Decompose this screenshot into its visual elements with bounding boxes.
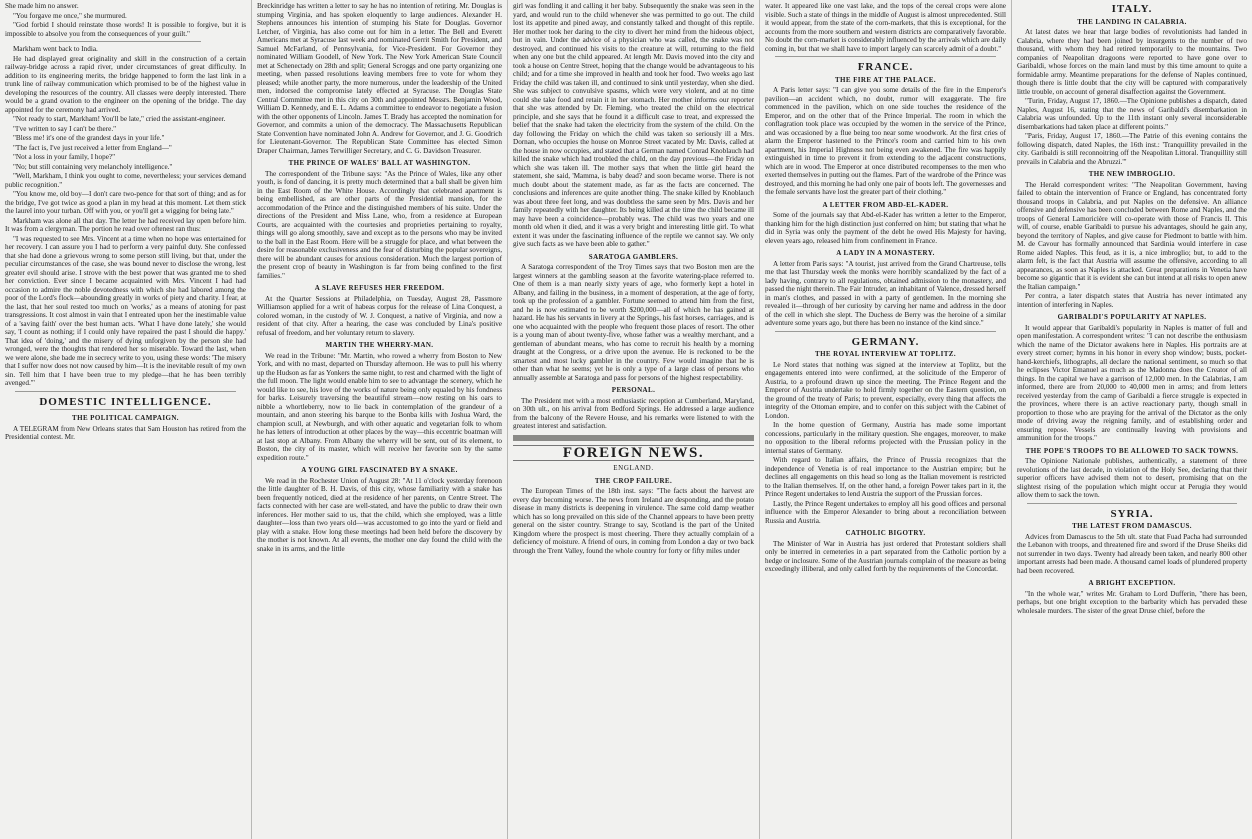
article-paragraph: Per contra, a later dispatch states that Austria has never intimated any intention of interfering in Naples. [1017, 292, 1247, 309]
article-paragraph: water. It appeared like one vast lake, and the tops of the cereal crops were alone visible. Such a state of things in the middle of August is almost unprecedented. Still it would appear, from the state of the corn-markets, that this is exceptional, for the accounts from the more southern and western districts are comparatively favorable. No doubt the corn-market is considerably influenced by the arrivals which are daily coming in, but that we shall have to import largely can scarcely admit of a doubt." [765, 2, 1006, 53]
article-paragraph: Le Nord states that nothing was signed at the interview at Toplitz, but the engagements entered into were confirmed, at the solicitude of the Emperor of Austria, to a profound drawn up since the meeting. The Prince Regent and the Emperor of Austria undertake to hold firmly together on the Eastern question, on the ground of the treaty of Paris; to prevent, especially, every thing that affects the integrity of the Ottoman empire, and to confer on this subject with the Cabinet of London. [765, 360, 1006, 420]
article-paragraph: At the Quarter Sessions at Philadelphia, on Tuesday, August 28, Passmore Williamson applied for a writ of habeas corpus for the release of Lina Conquest, a colored woman, in the custody of W. J. Conquest, a native of Virginia, and now a resident of that city. After a hearing, the case was concluded by Lina's positive refusal of freedom, and her voluntary return to slavery. [257, 294, 502, 337]
article-heading: SARATOGA GAMBLERS. [588, 252, 679, 261]
article-heading: CATHOLIC BIGOTRY. [845, 529, 926, 537]
section-heading-domestic: DOMESTIC INTELLIGENCE. [39, 395, 212, 408]
article-paragraph: Breckinridge has written a letter to say he has no intention of retiring. Mr. Douglas is stumping Virginia, and has spoken eloquently to large audiences. Alexander H. Stephens announces his intention of stumping his State for Douglas. Governor Letcher, of Virginia, has also come out for him in a letter. The Bell and Everett Americans met at Syracuse last week and nominated Gerrit Smith for President, and Samuel McFarland, of Pennsylvania, for Vice-President. For Governor they nominated William Goodell, of New York. The New York American State Council met at Schenectady on 28th and split; General Scroggs and one party organizing one meeting, when passed resolutions leaving members free to vote for whom they pleased; while another party, the more numerous, under the leadership of the United men, indorsed the compromise lately effected at Syracuse. The Douglas State Central Committee met in this city on 30th and appointed Messrs. Benjamin Wood, William D. Kennedy, and E. L. Adams a committee to endeavor to negotiate a fusion with the other opponents of Lincoln. James T. Brady has accepted the nomination for Governor, and commits a union of the democracy. The Massachusetts Republican State Convention have nominated John A. Andrew for Governor, and J. G. Goodrich for Lieutenant-Governor. The Republican State Committee has elected Simon Draper Chairman, James Terwilliger Secretary, and C. G. Davidson Treasurer. [257, 2, 502, 155]
article-paragraph: At latest dates we hear that large bodies of revolutionists had landed in Calabria, where they had been joined by insurgents to the number of two thousand, with whom they had retired temporarily to the mountains. Two companies of Neapolitan dragoons were reported to have gone over to Garibaldi, whose forces on the main land must by this time amount to quite a formidable army. Meantime preparations for the defense of Naples continued, though there is little doubt that the city will be captured with comparatively little trouble, on account of general disaffection against the Government. [1017, 28, 1247, 96]
column-2 [252, 0, 508, 839]
country-heading: ITALY. [1111, 3, 1153, 15]
story-paragraph: Markham was alone all that day. The letter he had received lay open before him. It was from a clergyman. The portion he read over oftenest ran thus: [5, 216, 246, 233]
column-3 [508, 0, 760, 839]
story-paragraph: "Not a loss in your family, I hope?" [13, 153, 116, 161]
article-paragraph: It would appear that Garibaldi's popularity in Naples is matter of full and open manifestation. A correspondent writes: "I can not describe the enthusiasm which the name of the Dictator awakens here in Naples. His portraits are at every street corner; hymns in his honor in every shop window; busts, pocket-hand-kerchiefs, lithographs, all declare the national sentiment, so much so that he eclipses Victor Emanuel as much as the Madonna does the Creator of all things. In the capital we have a garrison of 12,000 men. In the Calabrias, I am informed, there are from 20,000 to 40,000 men in arms; and from letters received yesterday from the camp of Garibaldi a fierce struggle is expected in the provinces, where there is an active reactionary party, though small in proportion to those who are praying for the arrival of the Dictator as the only mode of driving away the reigning family, and of establishing order and ensuring repose. Vessels are continually leaving with provisions and ammunition for the troops." [1017, 323, 1247, 442]
divider [775, 56, 996, 57]
story-paragraph: Markham went back to India. [13, 45, 98, 53]
article-paragraph: The Opinione Nationale publishes, authentically, a statement of three revolutions of the last decade, in violation of the Holy See, declaring that their superior officers have advised them not to desert, promising that on the slightest rising of the population which might occur at Perugia they would allow them to sack the town. [1017, 457, 1247, 499]
story-paragraph: "Not ready to start, Markham! You'll be late," cried the assistant-engineer. [13, 115, 226, 123]
article-paragraph: In the home question of Germany, Austria has made some important concessions, particularly in the military question. She engages, moreover, to make no opposition to the liberal reforms projected with the Prussian policy in the internal states of Germany. [765, 421, 1006, 455]
article-paragraph: The correspondent of the Tribune says: "As the Prince of Wales, like any other youth, is fond of dancing, it is pretty much determined that a ball shall be given him in the East Room of the White House. Accordingly that celebrated apartment is being embellished, as are other parts of the Presidential mansion, for the accommodation of the Prince and the distinguished members of his suite. Under the directions of the President and Miss Lane, who, from a residence at European Courts, are acquainted with the courtesies and proprieties pertaining to royalty, things will go along smoothly, save and except as to the persons who may be invited to the ball in the East Room. Here will be a struggle for place, and what between the desire for reasonable exclusiveness and the fear of disturbing the popular sovereigns, there will be abundant causes for anxious consideration. Much the largest portion of the present crop of beauty in Washington is far from being confined to the first families." [257, 169, 502, 280]
article-heading: THE LATEST FROM DAMASCUS. [1072, 522, 1192, 530]
article-paragraph: Advices from Damascus to the 5th ult. state that Fuad Pacha had surrounded the Lebanon with troops, and threatened fire and sword if the Druse Sheiks did not surrender in two days. Twenty had already been taken, and nearly 800 other important arrests had been made. A thousand camel loads of plundered property had been recovered. [1017, 532, 1247, 575]
article-heading: THE PRINCE OF WALES' BALL AT WASHINGTON. [288, 159, 471, 167]
article-heading: MARTIN THE WHERRY-MAN. [325, 341, 434, 349]
section-heading-foreign: FOREIGN NEWS. [513, 445, 754, 462]
story-paragraph: "Well, Markham, I think you ought to come, nevertheless; your services demand public recognition." [5, 172, 246, 189]
article-paragraph: A Saratoga correspondent of the Troy Times says that two Boston men are the largest winners at the gambling season at the favorite watering-place referred to. One of them is a man nearly sixty years of age, who formerly kept a hotel in Albany, and failing in the business, in a moment of desperation, at the age of forty, took up the profession of a gambler. Fortune seemed to attend him from the first, and he is now estimated to be worth $200,000—all of which he has gained at hazard. He has his servants in livery at the Springs, his fast horses, carriages, and is one who acquainted with the people who frequent those places of resort. The other is a young man of about twenty-five, whose father was a wealthy merchant, and a gentleman of abundant means, who has come to recruit his health by a morning draught at the Congress, or a drive upon the avenue. He is reckoned to be the smartest and most lucky gambler in the country. Few would imagine that he is other than what he seems; yet he is only a type of a large class of persons who annually assemble at Saratoga and pass for persons of the highest respectability. [513, 263, 754, 382]
divider [50, 41, 201, 42]
story-paragraph: "You forgave me once," she murmured. [13, 11, 127, 20]
article-paragraph: Lastly, the Prince Regent undertakes to employ all his good offices and personal influence with the Emperor Alexander to bring about a reconciliation between Russia and Austria. [765, 499, 1006, 525]
article-heading: THE FIRE AT THE PALACE. [834, 75, 937, 84]
column-1 [0, 0, 252, 839]
country-heading: SYRIA. [1110, 507, 1154, 520]
story-paragraph: She made him no answer. [5, 2, 79, 10]
divider [775, 331, 996, 332]
article-heading: THE LANDING IN CALABRIA. [1077, 17, 1187, 26]
article-heading: A YOUNG GIRL FASCINATED BY A SNAKE. [301, 466, 458, 474]
article-heading: THE CROP FAILURE. [594, 476, 673, 485]
story-paragraph: "God forbid I should reinstate those words! It is possible to forgive, but it is impossible to absolve you from the consequences of your guilt." [5, 21, 246, 38]
story-paragraph: "Bless me! it's one of the grandest days in your life." [13, 134, 165, 142]
story-paragraph: "You know me, old boy—I don't care two-pence for that sort of thing; and as for the bridge, I've got twice as good a plan in my head at this moment. Let them stick the laurel into your turban. Off with you, or you'll get a wigging for being late." [5, 190, 246, 215]
column-4 [760, 0, 1012, 839]
story-paragraph: He had displayed great originality and skill in the construction of a certain railway-bridge across a rapid river, under circumstances of great difficulty. In addition to its engineering merits, the bridge happened to form the last link in a trunk line of railway communication which promised to be of the highest value in developing the resources of the country. All classes were deeply interested. There would be a grand ovation to the engineer on the opening of the bridge. The day appointed for the ceremony had arrived. [5, 54, 246, 114]
article-paragraph: The European Times of the 18th inst. says: "The facts about the harvest are every day becoming worse. The news from Ireland are desponding, and the potato disease in many districts is deepening in virulence. The same cold damp weather which has so long prevailed on this side of the Channel appears to have been pretty general on the sister country. Strange to say, Scotland is the part of the United Kingdom where the prospect is most cheering. There they actually complain of a deficiency of moisture. A friend of ours, in coming from London a day or two back through the Trent Valley, found the whole country for forty or fifty miles under [513, 487, 754, 555]
article-paragraph: A TELEGRAM from New Orleans states that Sam Houston has retired from the Presidential contest. Mr. [5, 424, 246, 441]
country-heading: ENGLAND. [613, 464, 654, 472]
article-heading: THE POPE'S TROOPS TO BE ALLOWED TO SACK TOWNS. [1025, 446, 1239, 455]
article-paragraph: girl was fondling it and calling it her baby. Subsequently the snake was seen in the yard, and would run to the child whenever she was permitted to go out. The child lost its appetite and pined away, and constantly talked and thought of this reptile. Her mother took her daring to the city to divert her mind from the hideous object, but in vain. Under the advice of a physician who was called, the snake was not destroyed, and continued his visits to the creature at will, returning to the field when any one but the child appeared. At length Mr. Davis moved into the city and took a house on Centre Street, hoping that the change would be advantageous to his child; and for a time she improved in health and took her food. Two weeks ago last Friday the child was taken ill, and continued to sink until yesterday, when she died. She was subject to convulsive spasms, which were very violent, and at no time could she take food and retain it in her stomach. Her mother informs our reporter that she was attended by Dr. Fleming, who treated the child on the electrical principle, and she says that he found it a difficult case to treat, and expressed the belief that the snake had taken the electricity from the system of the child. On the day following the Friday on which the child was taken so seriously ill a Mrs. Dornan, who occupies the house on Monroe Street vacated by Mr. Davis, called at the house in now occupies, and stated that a German named Conrad Knoblauch had killed the snake which had troubled the child, on the day previous—the Friday on which she was taken ill. The mother says that when the little girl heard the statement, she said, 'Mamma, is baby dead? and soon became worse. There is not much doubt about the statement made, as far as the facts are concerned. The conclusions and inferences are quite another thing. The snake killed by Knoblauch was about three feet long, and was doubtless the same seen by Mrs. Davis and her family repeatedly with her daughter. Its being killed at the time the child became ill may have been a coincidence—probably was. The child was two years and one month old when it died, and it was a very bright and interesting little girl. To what extent it was under the fascinating influence of the reptile we cannot say. We only give such facts as we have been able to gather." [513, 2, 754, 248]
divider-band [513, 435, 754, 441]
article-heading: PERSONAL. [611, 386, 656, 394]
article-paragraph: With regard to Italian affairs, the Prince of Prussia recognizes that the independence of Venetia is of real importance to the Austrian empire; but he declines all engagements on this head so long as the Italian movement is restricted to the Italian themselves. If, on the other hand, a foreign Power takes part in it, the Prince Regent undertakes to lend Austria the support of the Prussian forces. [765, 456, 1006, 498]
article-paragraph: We read in the Tribune: "Mr. Martin, who rowed a wherry from Boston to New York, and with no mast, departed on Thursday afternoon. He was to pull his wherry up the Hudson as far as Yonkers the same night, to rest and charmed with the light of the full moon. The light would enable him to see to advantage the scenery, which he would like to see, his love of the works of nature being only equaled by his fondness for barks. Leisurely traversing the beautiful stream—now resting on his oars to nibble a whortleberry, now to lie back in contemplation of the grandeur of a mountain, and anon steering his barque to the Bonba kills with Joshua Ward, the champion scull, at Newburgh, and with other aquatic and vegetarian folk to whom he has letters of introduction at other places by the way—this eccentric boatman will at last stop at Albany. From Albany the wherry will be sent, out of its element, to Boston, the city of its master, which will receive her favorite son by the same expedition route." [257, 351, 502, 462]
article-paragraph: The President met with a most enthusiastic reception at Cumberland, Maryland, on 30th ult., on his arrival from Bedford Springs. He addressed a large audience from the balcony of the Revere House, and his remarks were listened to with the greatest interest and satisfaction. [513, 396, 754, 430]
divider [50, 409, 201, 410]
article-heading: THE POLITICAL CAMPAIGN. [72, 414, 179, 422]
story-letter: "I was requested to see Mrs. Vincent at a time when no hope was entertained for her recovery. I can assure you I had to perform a very painful duty. She confessed that she had done a grievous wrong to some person still living, but that, under the peculiar circumstances of the case, she was bound never to disclose the wrong, lest greater evil should arise. I strove with the best power that was granted me to shed her conviction. Ever since I became acquainted with Mrs. Vincent I had had occasion to admire the noble devotedness with which she had labored among the poor of the Lord's flock—abounding greatly in works of piety and charity. I fear, at the last, that her soul rested too much on 'works,' as a means of atoning for past transgressions. It cost almost in vain that I entreated upon her the inestimable value of a 'saving faith' over the best human acts. 'What I have done lately,' she would say, 'I count as nothing; if I could only have repaired the past I should die happy.' That idea of 'doing,' and the misery of dying unforgiven by the person she had wronged, were the thoughts that rendered her so miserable. Toward the last, when we were alone, she bade me in secrecy write to you, using these words: 'The misery that I suffer now does not now caused by him—It is the inevitable result of my own sin. Tell him that I have been true to my pledge—that he has been terribly avenged.'" [5, 234, 246, 387]
article-paragraph: We read in the Rochester Union of August 28: "At 11 o'clock yesterday forenoon the little daughter of B. H. Davis, of this city, whose familiarity with a snake has been frequently noticed, died at the residence of her parents, on Centre Street. The facts connected with her case are well-stated, and have the public to draw their own inferences. Her mother said to us, that the child, which she employed, was a little daughter—loss than two years old—was accustomed to go into the yard or field and play with a snake. How long these meetings had been held before the discovery by the mother is not known. At all events, the mother one day found the child with the snake in its arms, and the little [257, 476, 502, 553]
story-paragraph: "The fact is, I've just received a letter from England—" [13, 143, 172, 152]
article-paragraph: "Turin, Friday, August 17, 1860.—The Opinione publishes a dispatch, dated Naples, August 16, stating that the news of Garibaldi's disembarkation in Calabria was unfounded. Up to the 11th instant only several inconsiderable disembarkations had taken place at different points." [1017, 97, 1247, 131]
country-heading: GERMANY. [851, 335, 920, 348]
column-5 [1012, 0, 1252, 839]
article-heading: A LADY IN A MONASTERY. [836, 249, 935, 257]
article-heading: THE ROYAL INTERVIEW AT TOPLITZ. [815, 350, 956, 358]
article-paragraph: "Paris, Friday, August 17, 1860.—The Patrie of this evening contains the following dispatch, dated Naples, the 16th inst.: 'Tranquillity prevailed in the city. Garibaldi is still reconnoitring off the Neapolitan Littoral. Tranquillity still prevails in Calabria and the Abruzzi.'" [1017, 132, 1247, 166]
article-paragraph: The Herald correspondent writes: "The Neapolitan Government, having failed to obtain the intervention of France or England, has concentrated forty thousand troops in Calabria, and put Naples on the defensive. An alliance offensive and defensive has been concluded between Rome and Naples, and the troops of General Lamoricière will co-operate with those of Francis II. This will, of course, enable Garibaldi to pursue his advantages, should he gain any, beyond the territory of Naples, and give cause for Piedmont to battle with him. M. de Cavour has formally announced that Sardinia would interfere in case Rome aided Naples. This feud, as it is, a nice imbroglio; but, to add to the alarm felt, is the fact that Austria will assume the offensive, according to all appearances, as soon as Naples is attacked. Great preparations in Venetia have become so gigantic that it is evident she can but intend at all risks to open anew the Italian campaign." [1017, 180, 1247, 291]
article-paragraph: A Paris letter says: "I can give you some details of the fire in the Emperor's pavilion—an accident which, no doubt, rumor will exaggerate. The fire commenced in the pavilion, which on one side touches the residence of the Emperor, and on the other that of the Prince Imperial. The room in which the conflagration took place was occupied by the women in the service of the Prince, and was occasioned by a flue being too near some woodwork. At the first cries of alarm the Emperor hastened to the Prince's room and carried him to his own apartment, his Imperial Highness not being even awakened. The fire was happily extinguished in time to prevent it from extending to the adjacent constructions, which are in wood. The Emperor at once distributed recompenses to the men who exerted themselves in putting out the flames. Part of the wardrobe of the Prince was destroyed, and this morning he had only one pair of boots left. The governesses and the female servants have lost the greater part of their clothing." [765, 86, 1006, 196]
article-heading: THE NEW IMBROGLIO. [1088, 170, 1176, 178]
article-heading: GARIBALDI'S POPULARITY AT NAPLES. [1057, 313, 1207, 321]
article-paragraph: A letter from Paris says: "A tourist, just arrived from the Grand Chartreuse, tells me that last Thursday week the monks were horribly scandalized by the fact of a lady having, contrary to all regulations, obtained admission to the monastery, and passed the night therein. The Fair Intruder, an inhabitant of Valence, dressed herself in man's clothes, and passed in with a party of gentlemen. In the morning she revealed it—through of her curiosity by carving her name and address in the door of the cell in which she slept. The Duchess de Berry was the heroine of a similar adventure some years ago, but there has been no instance of the kind since." [765, 259, 1006, 327]
article-heading: A BRIGHT EXCEPTION. [1088, 579, 1176, 587]
article-heading: A SLAVE REFUSES HER FREEDOM. [314, 284, 445, 292]
country-heading: FRANCE. [857, 61, 914, 73]
divider [1027, 503, 1237, 504]
article-paragraph: "In the whole war," writes Mr. Graham to Lord Dufferin, "there has been, perhaps, but one bright exception to the barbarity which has pervaded these wholesale murders. The sister of the great Druse chief, before the [1017, 589, 1247, 615]
story-paragraph: "No; but still containing very melancholy intelligence." [13, 162, 173, 171]
article-paragraph: The Minister of War in Austria has just ordered that Protestant soldiers shall only be interred in cemeteries in a part separated from the Catholic portion by a hedge or inclosure. Some of the Austrian journals complain of the measure as being exceedingly illiberal, and only called forth by the requirements of the Concordat. [765, 539, 1006, 573]
story-paragraph: "I've written to say I can't be there." [13, 124, 117, 133]
article-paragraph: Some of the journals say that Abd-el-Kader has written a letter to the Emperor, thanking him for the high distinction just conferred on him; but stating that what he did in Syria was only the payment of the debt he owed His Majesty for having, eleven years ago, released him from confinement in France. [765, 211, 1006, 245]
article-heading: A LETTER FROM ABD-EL-KADER. [822, 200, 949, 209]
divider [15, 391, 236, 392]
